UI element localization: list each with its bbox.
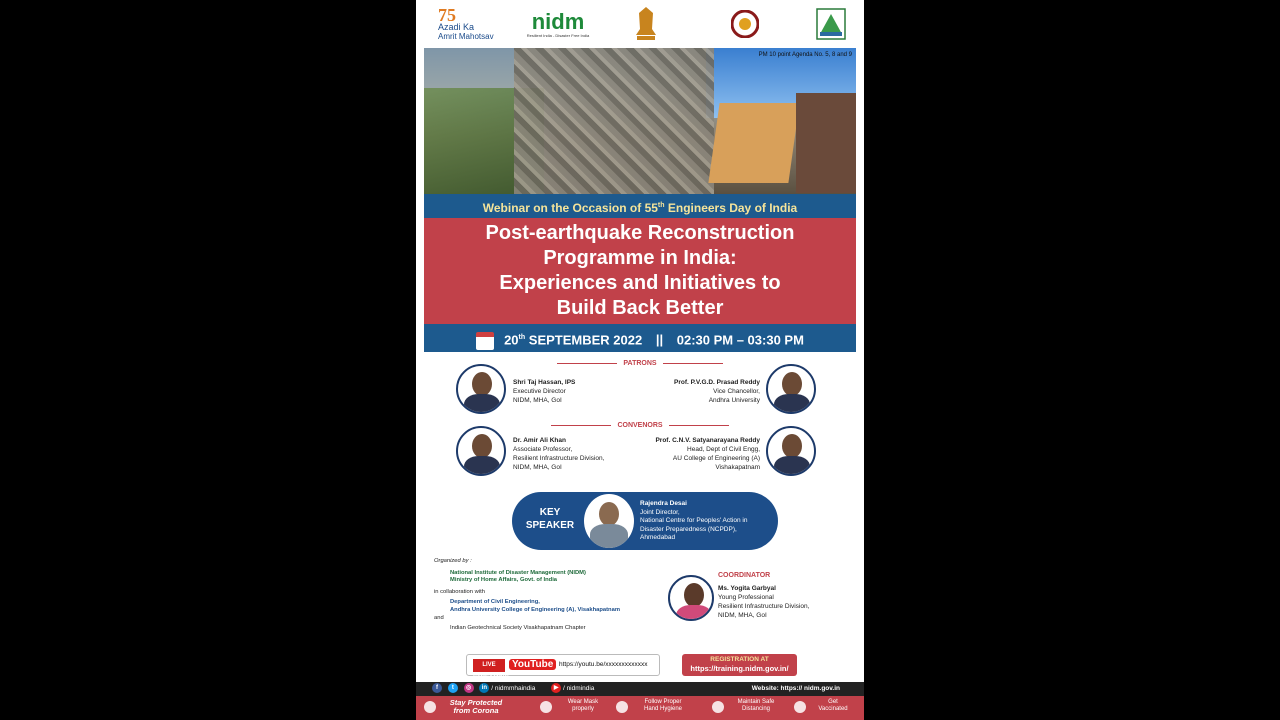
vaccine-icon bbox=[794, 701, 806, 713]
keynote-label-2: SPEAKER bbox=[525, 520, 575, 531]
webinar-suffix: Engineers Day of India bbox=[664, 201, 798, 215]
coordinator-org: NIDM, MHA, GoI bbox=[718, 612, 767, 619]
patron-1-title: Executive Director bbox=[513, 388, 566, 395]
webinar-poster bbox=[416, 0, 864, 720]
live-streaming-badge: LIVE STREAMING bbox=[473, 659, 505, 672]
youtube-wordmark: YouTube bbox=[509, 659, 556, 670]
logo-strip bbox=[416, 0, 864, 48]
collaboration-label: in collaboration with bbox=[434, 588, 485, 595]
social-handle-1[interactable]: / nidmmhaindia bbox=[491, 685, 536, 692]
social-handle-2[interactable]: / nidmindia bbox=[562, 685, 595, 692]
collaborator-igs: Indian Geotechnical Society Visakhapatnam Chapter bbox=[450, 624, 586, 631]
azadi-number: 75 bbox=[438, 5, 456, 25]
registration-label: REGISTRATION AT bbox=[710, 656, 769, 663]
date-day: 20 bbox=[504, 332, 519, 348]
wear-mask-line-1: Wear Mask bbox=[567, 699, 599, 705]
patrons-heading-text: PATRONS bbox=[623, 360, 657, 367]
wear-mask-tip bbox=[554, 699, 612, 713]
patron-1 bbox=[513, 378, 575, 405]
coordinator-name: Ms. Yogita Garbyal bbox=[718, 585, 776, 592]
keynote-line-3: Disaster Preparedness (NCPDP), bbox=[640, 525, 737, 533]
azadi-line2: Amrit Mahotsav bbox=[438, 32, 494, 41]
azadi-line1: Azadi Ka bbox=[438, 22, 475, 32]
photo-rubble bbox=[514, 48, 714, 194]
andhra-university-logo bbox=[730, 4, 760, 44]
title-line-1: Post-earthquake Reconstruction bbox=[485, 222, 795, 244]
azadi-ka-amrit-mahotsav-logo bbox=[438, 4, 498, 44]
keynote-line-1: Joint Director, bbox=[640, 508, 680, 516]
youtube-icon[interactable]: ▶ bbox=[551, 683, 561, 693]
keynote-speaker-name: Rajendra Desai bbox=[640, 500, 687, 507]
linkedin-icon[interactable]: in bbox=[479, 683, 489, 693]
registration-box[interactable] bbox=[682, 654, 797, 676]
youtube-url-link[interactable]: https://youtu.be/xxxxxxxxxxxxx bbox=[559, 661, 648, 668]
earthquake-photo bbox=[424, 48, 856, 194]
and-label: and bbox=[434, 615, 444, 621]
convenor-2-name: Prof. C.N.V. Satyanarayana Reddy bbox=[655, 437, 760, 444]
keynote-line-2: National Centre for Peoples' Action in bbox=[640, 517, 748, 524]
coordinator-photo bbox=[668, 575, 714, 621]
keynote-label-1: KEY bbox=[539, 507, 561, 518]
convenor-2-college: AU College of Engineering (A) bbox=[672, 455, 760, 462]
distancing-line-2: Distancing bbox=[741, 706, 770, 712]
event-time: 02:30 PM – 03:30 PM bbox=[676, 332, 804, 348]
distancing-line-1: Maintain Safe bbox=[737, 699, 775, 705]
distancing-tip bbox=[726, 699, 786, 713]
patron-2-name: Prof. P.V.G.D. Prasad Reddy bbox=[674, 379, 760, 386]
webinar-title bbox=[424, 218, 856, 324]
organizers-block bbox=[434, 558, 620, 632]
pm-agenda-note: PM 10 point Agenda No. 5, 8 and 9 bbox=[758, 52, 852, 58]
patron-1-org: NIDM, MHA, GoI bbox=[513, 397, 562, 404]
vaccinated-line-1: Get bbox=[828, 699, 838, 705]
patron-1-photo bbox=[456, 364, 506, 414]
wear-mask-line-2: properly bbox=[572, 706, 594, 712]
coordinator-title: Young Professional bbox=[718, 594, 774, 601]
collaborator-college: Andhra University College of Engineering (A), Visakhapatnam bbox=[450, 606, 620, 613]
patron-1-name: Shri Taj Hassan, IPS bbox=[513, 379, 576, 386]
website-link[interactable]: Website: https:// nidm.gov.in bbox=[751, 685, 840, 692]
date-time-band bbox=[424, 324, 856, 352]
title-line-2: Programme in India: bbox=[543, 247, 737, 269]
organizer-2: Ministry of Home Affairs, Govt. of India bbox=[450, 577, 558, 583]
photo-building bbox=[708, 103, 799, 183]
webinar-occasion-band bbox=[424, 194, 856, 218]
organizer-1: National Institute of Disaster Management (NIDM) bbox=[450, 569, 586, 576]
photo-building-2 bbox=[796, 93, 856, 193]
coordinator bbox=[718, 584, 809, 620]
corona-virus-icon bbox=[424, 701, 436, 713]
youtube-logo bbox=[509, 659, 556, 670]
convenor-1-photo bbox=[456, 426, 506, 476]
convenor-2-title: Head, Dept of Civil Engg, bbox=[687, 446, 760, 453]
social-bar bbox=[416, 682, 864, 696]
covid-footer bbox=[416, 696, 864, 720]
instagram-icon[interactable]: ◎ bbox=[464, 683, 474, 693]
facebook-icon[interactable]: f bbox=[432, 683, 442, 693]
convenor-2 bbox=[655, 436, 760, 472]
patron-2 bbox=[674, 378, 760, 405]
date-month-year: SEPTEMBER 2022 bbox=[525, 332, 643, 348]
date-sup: th bbox=[518, 334, 526, 341]
convenors-heading-text: CONVENORS bbox=[617, 422, 663, 429]
convenor-1-division: Resilient Infrastructure Division, bbox=[513, 455, 605, 462]
webinar-prefix: Webinar on the Occasion of 55 bbox=[482, 201, 658, 215]
hand-hygiene-tip bbox=[632, 699, 694, 713]
hand-hygiene-line-2: Hand Hygiene bbox=[643, 706, 683, 712]
registration-url-link[interactable]: https://training.nidm.gov.in/ bbox=[690, 664, 789, 673]
youtube-stream-box[interactable] bbox=[466, 654, 660, 681]
title-line-4: Build Back Better bbox=[556, 297, 724, 319]
vaccinated-line-2: Vaccinated bbox=[818, 706, 848, 712]
stay-protected-line-2: from Corona bbox=[453, 706, 499, 715]
keynote-speaker-photo bbox=[584, 494, 634, 548]
calendar-icon bbox=[476, 332, 494, 350]
convenor-1 bbox=[513, 436, 604, 472]
keynote-speaker-box bbox=[512, 492, 778, 550]
collaborator-dept: Department of Civil Engineering, bbox=[450, 599, 540, 605]
patron-2-org: Andhra University bbox=[708, 397, 760, 404]
convenor-1-name: Dr. Amir Ali Khan bbox=[513, 437, 566, 444]
nidm-logo bbox=[526, 4, 590, 44]
convenor-2-photo bbox=[766, 426, 816, 476]
keynote-label bbox=[512, 506, 588, 532]
keynote-speaker-details bbox=[640, 500, 747, 543]
keynote-line-4: Ahmedabad bbox=[640, 534, 676, 541]
convenor-1-title: Associate Professor, bbox=[513, 446, 573, 453]
nidm-tagline: Resilient India - Disaster Free India bbox=[526, 32, 590, 38]
webinar-sup: th bbox=[657, 202, 665, 209]
mask-icon bbox=[540, 701, 552, 713]
coordinator-heading: COORDINATOR bbox=[718, 572, 771, 579]
coordinator-division: Resilient Infrastructure Division, bbox=[718, 603, 810, 610]
stay-protected-line-1: Stay Protected bbox=[449, 698, 503, 707]
patron-2-title: Vice Chancellor, bbox=[713, 388, 760, 395]
date-separator: || bbox=[655, 332, 664, 348]
national-emblem-icon bbox=[628, 4, 664, 44]
patron-2-photo bbox=[766, 364, 816, 414]
hand-wash-icon bbox=[616, 701, 628, 713]
hand-hygiene-line-1: Follow Proper bbox=[644, 699, 682, 705]
stay-protected-text bbox=[440, 699, 512, 715]
twitter-icon[interactable]: t bbox=[448, 683, 458, 693]
vaccinated-tip bbox=[808, 699, 858, 713]
igs-logo bbox=[814, 4, 848, 44]
title-line-3: Experiences and Initiatives to bbox=[499, 272, 781, 294]
distancing-icon bbox=[712, 701, 724, 713]
convenor-1-org: NIDM, MHA, GoI bbox=[513, 464, 562, 471]
nidm-wordmark: nidm bbox=[531, 8, 585, 34]
convenor-2-city: Vishakapatnam bbox=[715, 464, 760, 471]
organized-by-label: Organized by : bbox=[434, 558, 472, 564]
